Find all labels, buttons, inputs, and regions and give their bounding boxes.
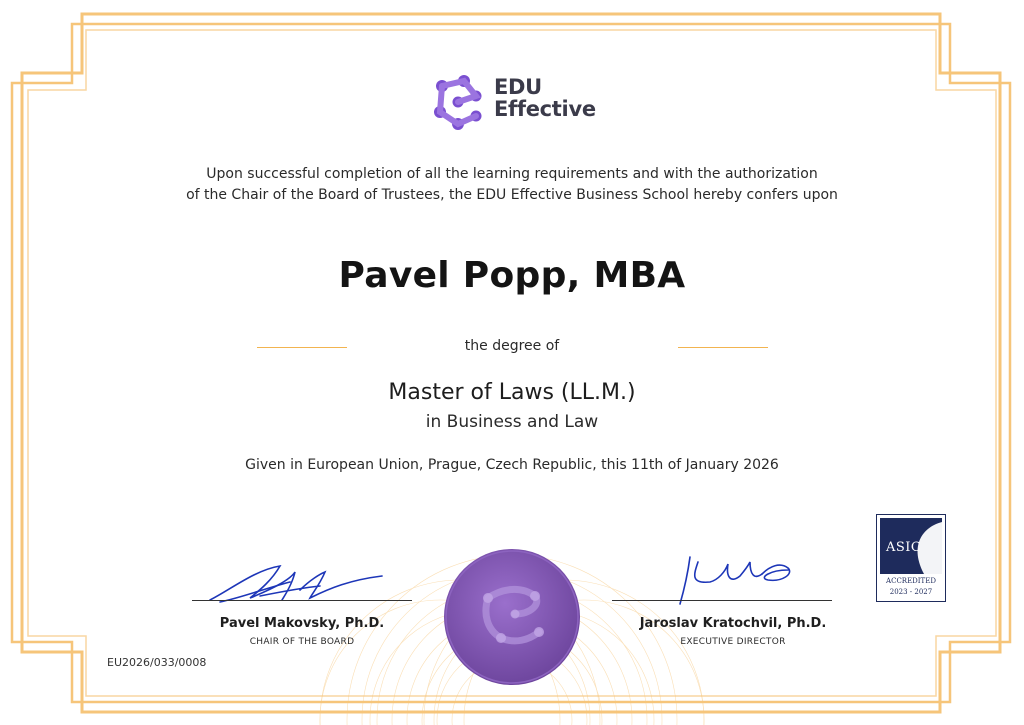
asic-emblem — [880, 518, 942, 574]
signature-line-left — [192, 600, 412, 601]
given-statement: Given in European Union, Prague, Czech Republic, this 11th of January 2026 — [245, 457, 779, 473]
edu-effective-logo — [428, 72, 628, 132]
degree-title: Master of Laws (LL.M.) — [388, 380, 636, 405]
signatory-role-left: CHAIR OF THE BOARD — [249, 637, 355, 647]
certificate-number: EU2026/033/0008 — [107, 656, 207, 669]
signatory-name-right: Jaroslav Kratochvil, Ph.D. — [639, 616, 827, 631]
intro-line-1: Upon successful completion of all the learning requirements and with the authorization — [206, 166, 818, 182]
edu-molecule-icon — [428, 72, 488, 132]
signature-line-right — [612, 600, 832, 601]
degree-intro: the degree of — [464, 338, 560, 354]
asic-years: 2023 - 2027 — [889, 588, 933, 596]
asic-accreditation-badge — [876, 514, 946, 602]
degree-field: in Business and Law — [425, 412, 599, 432]
asic-mark: ASIC — [886, 540, 922, 555]
signatory-role-right: EXECUTIVE DIRECTOR — [680, 637, 786, 647]
intro-line-2: of the Chair of the Board of Trustees, the EDU Effective Business School hereby confers upon — [186, 187, 838, 203]
school-seal — [443, 548, 581, 686]
brand-wordmark — [494, 76, 596, 120]
intro-paragraph — [0, 164, 1024, 206]
signatory-name-left: Pavel Makovsky, Ph.D. — [219, 616, 385, 631]
brand-line-2: Effective — [494, 97, 596, 121]
signature-left — [200, 560, 390, 610]
recipient-name: Pavel Popp, MBA — [338, 255, 686, 296]
asic-label: ACCREDITED — [886, 577, 936, 585]
brand-line-1: EDU — [494, 75, 542, 99]
